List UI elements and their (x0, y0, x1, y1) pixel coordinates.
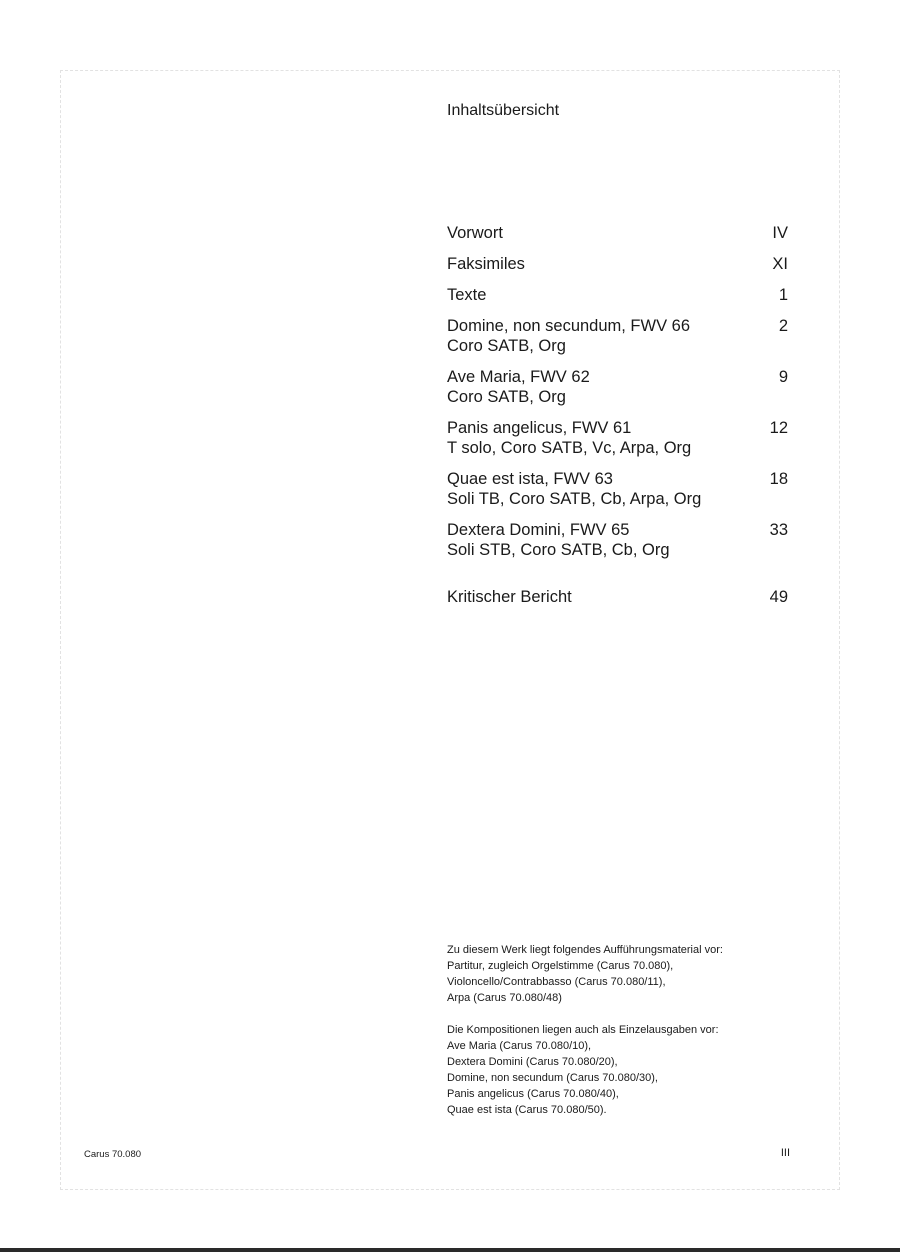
toc-entry-texte[interactable] (447, 285, 788, 305)
toc-entry-scoring: Coro SATB, Org (447, 388, 566, 406)
edition-line: Quae est ista (Carus 70.080/50). (447, 1104, 607, 1116)
toc-entry-ave-maria[interactable] (447, 367, 788, 407)
toc-entry-domine[interactable] (447, 316, 788, 356)
toc-entry-dextera-domini[interactable] (447, 520, 788, 560)
toc-entry-page: 2 (778, 317, 788, 335)
toc-entry-page: 9 (778, 368, 788, 386)
footer-page-number: III (780, 1147, 790, 1159)
toc-entry-page: 33 (769, 521, 788, 539)
toc-entry-vorwort[interactable] (447, 223, 788, 243)
edition-line: Panis angelicus (Carus 70.080/40), (447, 1088, 619, 1100)
toc-entry-scoring: Coro SATB, Org (447, 337, 566, 355)
material-line: Zu diesem Werk liegt folgendes Aufführungsmaterial vor: (447, 944, 723, 956)
material-line: Arpa (Carus 70.080/48) (447, 992, 562, 1004)
toc-entry-kritischer-bericht[interactable] (447, 587, 788, 607)
toc-entry-title: Vorwort (447, 224, 503, 242)
toc-heading: Inhaltsübersicht (447, 102, 560, 119)
toc-entry-faksimiles[interactable] (447, 254, 788, 274)
toc-entry-page: XI (772, 255, 788, 273)
toc-entry-scoring: T solo, Coro SATB, Vc, Arpa, Org (447, 439, 692, 457)
toc-entry-title: Domine, non secundum, FWV 66 (447, 317, 691, 335)
edition-line: Ave Maria (Carus 70.080/10), (447, 1040, 592, 1052)
material-line: Partitur, zugleich Orgelstimme (Carus 70.080), (447, 960, 674, 972)
edition-line: Die Kompositionen liegen auch als Einzelausgaben vor: (447, 1024, 719, 1036)
toc-entry-panis-angelicus[interactable] (447, 418, 788, 458)
performance-material-note (447, 942, 787, 1118)
toc-entry-title: Quae est ista, FWV 63 (447, 470, 613, 488)
toc-list (447, 223, 788, 607)
toc-entry-page: 1 (778, 286, 788, 304)
edition-line: Domine, non secundum (Carus 70.080/30), (447, 1072, 658, 1084)
material-line: Violoncello/Contrabbasso (Carus 70.080/11), (447, 976, 666, 988)
toc-entry-title: Dextera Domini, FWV 65 (447, 521, 630, 539)
toc-entry-page: 12 (769, 419, 788, 437)
toc-entry-page: IV (772, 224, 788, 242)
bottom-rule (0, 1248, 900, 1252)
toc-entry-title: Panis angelicus, FWV 61 (447, 419, 632, 437)
edition-line: Dextera Domini (Carus 70.080/20), (447, 1056, 618, 1068)
toc-entry-page: 18 (769, 470, 788, 488)
toc-entry-scoring: Soli STB, Coro SATB, Cb, Org (447, 541, 670, 559)
toc-entry-title: Texte (447, 286, 487, 304)
toc-entry-title: Kritischer Bericht (447, 588, 572, 606)
toc-entry-quae-est-ista[interactable] (447, 469, 788, 509)
toc-entry-page: 49 (769, 588, 788, 606)
footer-catalog-number: Carus 70.080 (84, 1149, 142, 1160)
toc-entry-scoring: Soli TB, Coro SATB, Cb, Arpa, Org (447, 490, 702, 508)
toc-entry-title: Ave Maria, FWV 62 (447, 368, 590, 386)
toc-entry-title: Faksimiles (447, 255, 525, 273)
